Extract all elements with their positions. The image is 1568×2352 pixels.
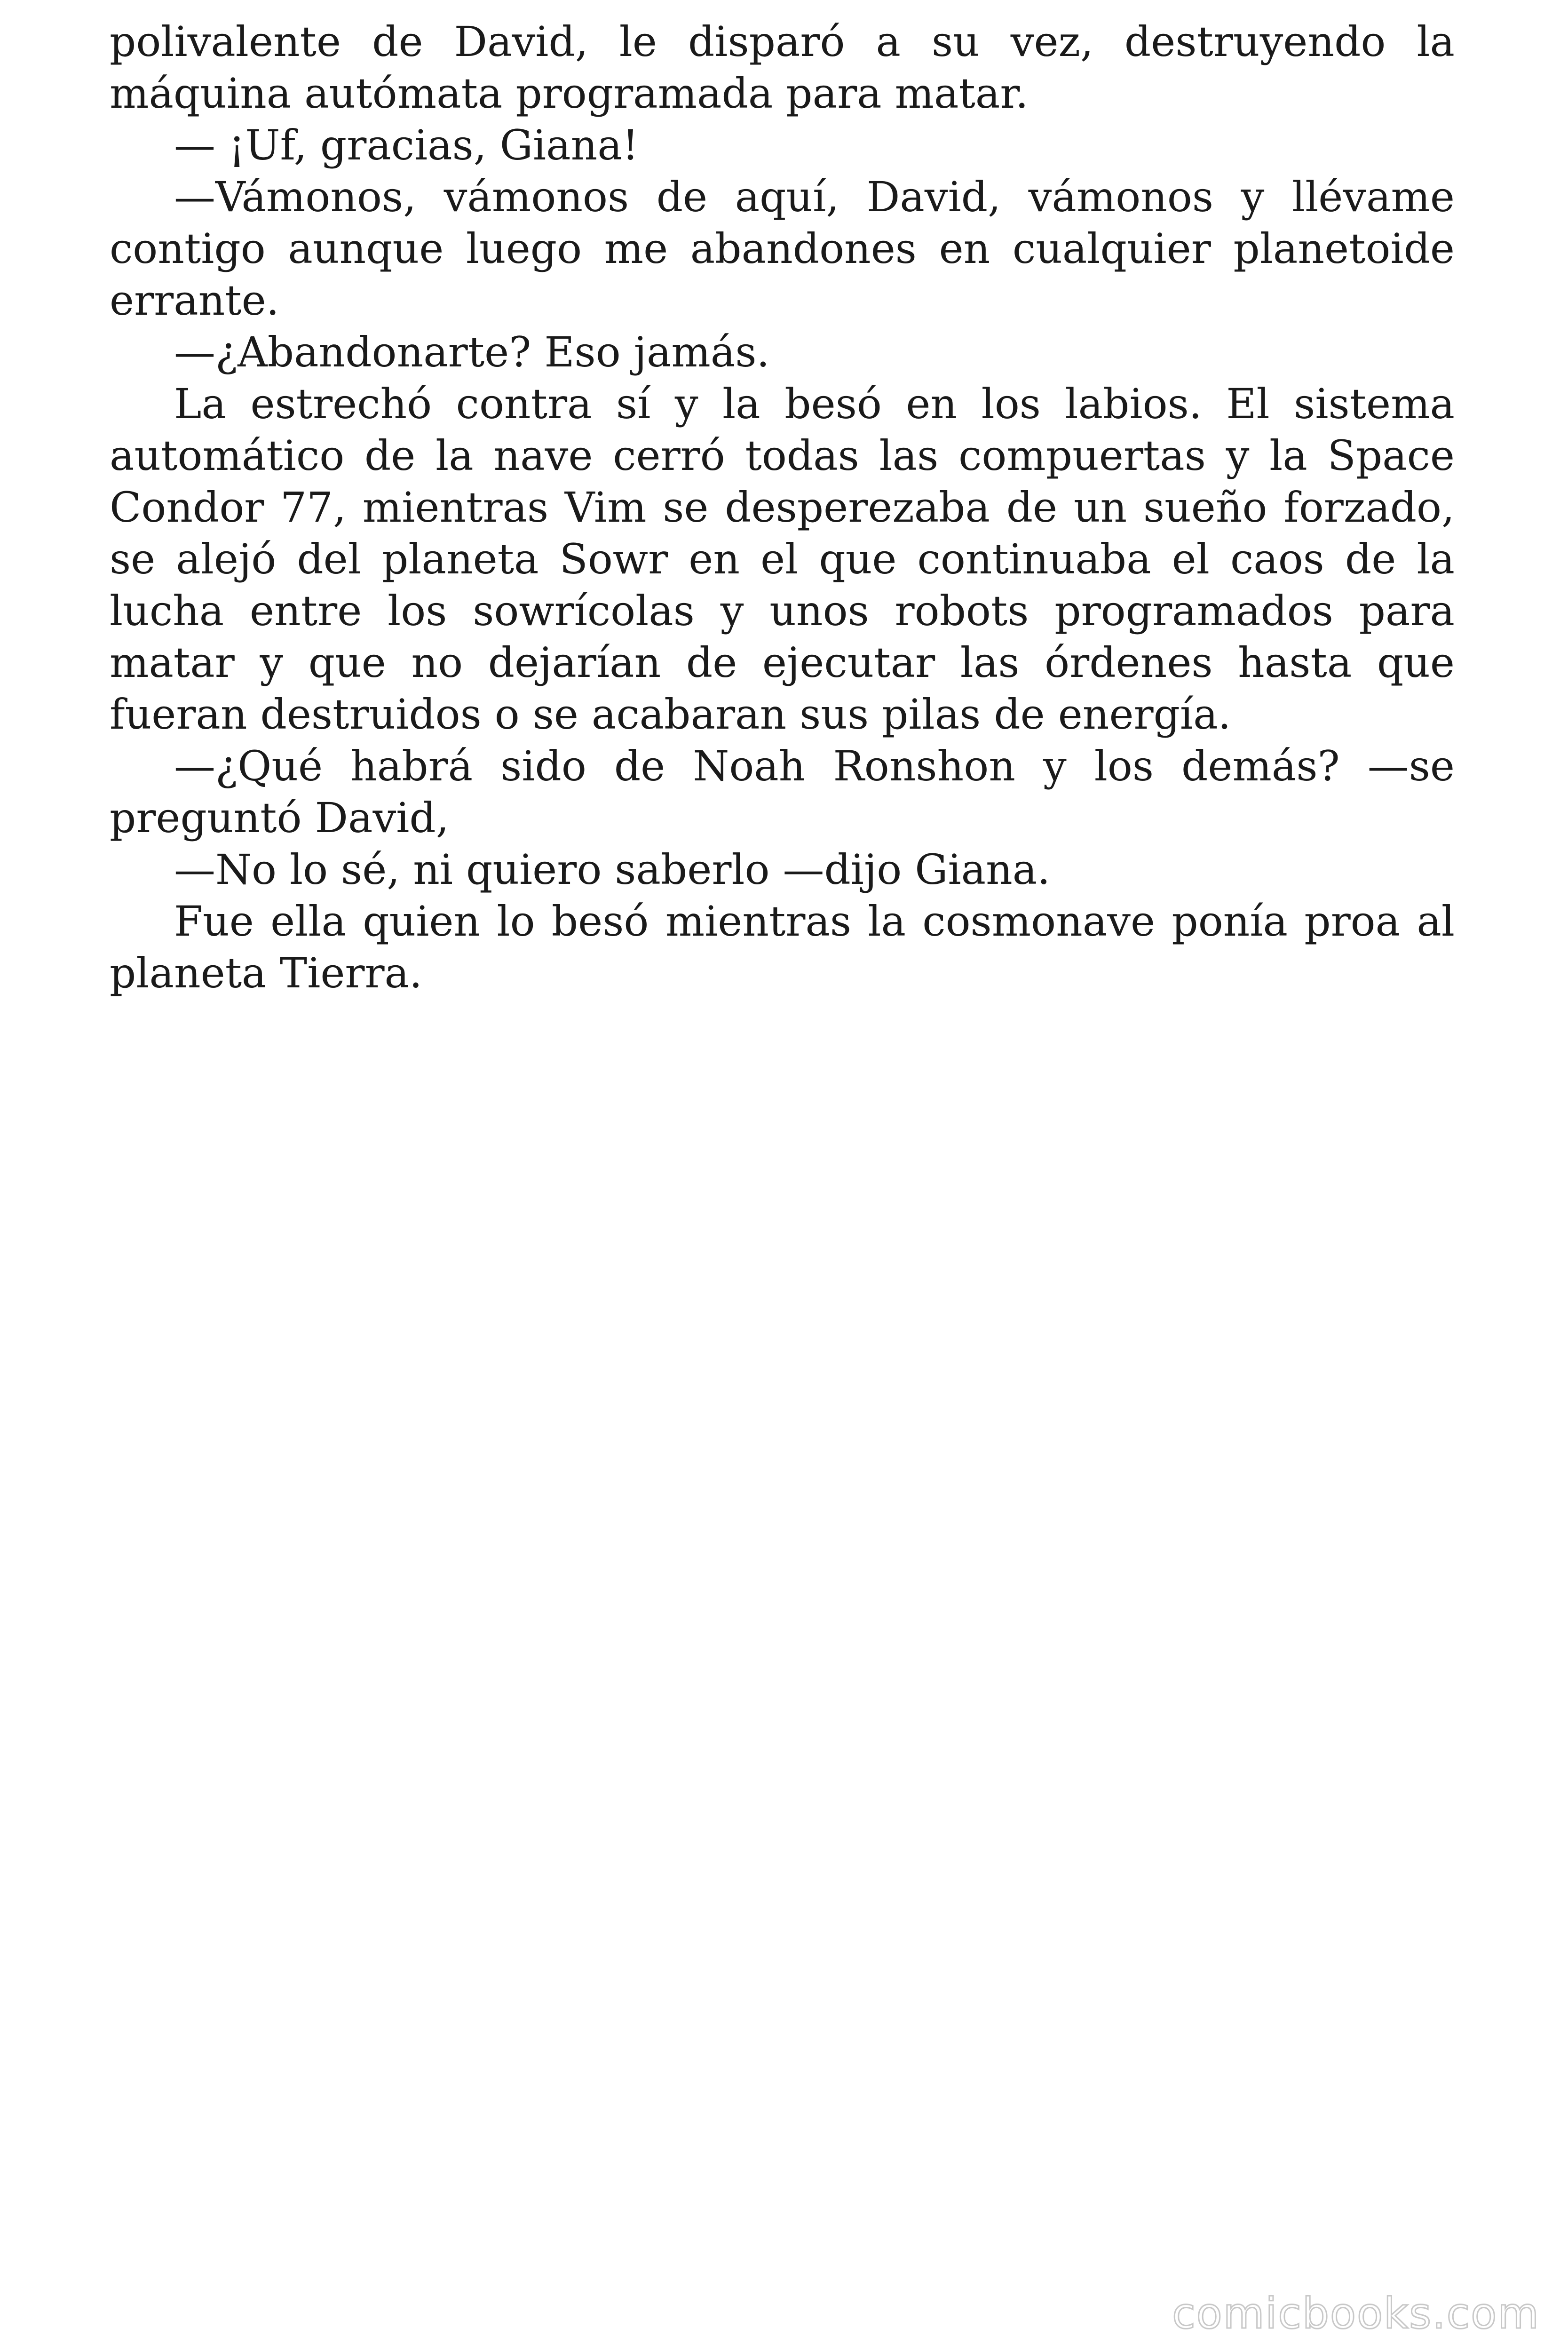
- paragraph-dialogue: —Vámonos, vámonos de aquí, David, vámonos y llévame contigo aunque luego me abandones en cualquier planetoide errante.: [110, 173, 1455, 325]
- watermark: comicbooks.com: [1172, 2289, 1540, 2338]
- page-text: [110, 16, 1455, 999]
- paragraph-narration: La estrechó contra sí y la besó en los labios. El sistema automático de la nave cerró todas las compuertas y la Space Condor 77, mientras Vim se desperezaba de un sueño forzado, se alejó del planeta Sowr en el que continuaba el caos de la lucha entre los sowrícolas y unos robots programados para matar y que no dejarían de ejecutar las órdenes hasta que fueran destruidos o se acabaran sus pilas de energía.: [110, 380, 1455, 739]
- paragraph-dialogue: —No lo sé, ni quiero saberlo —dijo Giana.: [174, 845, 1051, 894]
- paragraph-dialogue: —¿Abandonarte? Eso jamás.: [174, 328, 770, 376]
- paragraph-narration: Fue ella quien lo besó mientras la cosmonave ponía proa al planeta Tierra.: [110, 897, 1455, 997]
- paragraph-continuation: polivalente de David, le disparó a su vez, destruyendo la máquina autómata programada para matar.: [110, 17, 1455, 118]
- paragraph-dialogue: —¿Qué habrá sido de Noah Ronshon y los demás? —se preguntó David,: [110, 742, 1455, 842]
- paragraph-dialogue: — ¡Uf, gracias, Giana!: [174, 121, 639, 169]
